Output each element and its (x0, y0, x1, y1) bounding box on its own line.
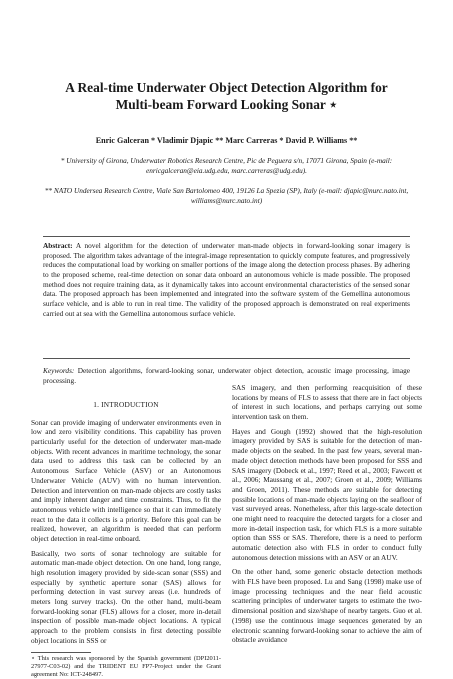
abstract-top-rule (43, 236, 410, 237)
affiliation-1 (40, 156, 413, 175)
abstract (43, 241, 410, 318)
keywords-text: Detection algorithms, forward-looking sonar, underwater object detection, acoustic image processing, image processing. (43, 366, 410, 385)
intro-paragraph-4: Hayes and Gough (1992) showed that the high-resolution imagery provided by SAS is suitable for the detection of man-made objects on the seabed. In the past few years, several man-made object detection methods have been proposed for SSS and SAS imagery (Dobeck et al., 1997; Reed et al., 2003; Fawcett et al., 2006; Maussang et al., 2007; Groen et al., 2009; Williams and Groen, 2011). These methods are suitable for detecting possible locations of man-made objects laying on the seafloor of vast surveyed areas. Nonetheless, after this large-scale detection one might need to reacquire the detected targets for a closer and more in-detail inspection task, for which FLS is a more suitable option than SSS or SAS. Therefore, there is a need to perform automatic detection also with FLS in order to conduct fully autonomous detection missions with an ASV or an AUV. (232, 427, 422, 563)
left-column (31, 400, 221, 679)
affiliation-2 (40, 186, 413, 205)
right-column (232, 383, 422, 650)
author-list: Enric Galceran * Vladimir Djapic ** Marc Carreras * David P. Williams ** (40, 136, 413, 146)
funding-footnote: ⋆ This research was sponsored by the Spanish government (DPI2011-27977-C03-02) and the TRIDENT EU FP7-Project under the Grant agreement No: ICT-248497. (31, 655, 221, 679)
affiliation-nurc: ** NATO Undersea Research Centre, Viale San Bartolomeo 400, 19126 La Spezia (SP), Italy (e-mail: djapic@nurc.nato.int, williams@nurc.nato.int) (40, 186, 413, 205)
footnote-rule (31, 652, 91, 653)
keywords-label: Keywords: (43, 366, 74, 375)
abstract-text: A novel algorithm for the detection of underwater man-made objects in forward-looking sonar imagery is proposed. The algorithm takes advantage of the integral-image representation to quickly compute features, and progressively reduces the computational load by working on smaller portions of the image along the detection process phases. By adhering to the proposed scheme, real-time detection on sonar data onboard an autonomous vehicle is made possible. The proposed method does not require training data, as it dynamically takes into account environmental characteristics of the sensed sonar data. The proposed approach has been implemented and integrated into the software system of the Gemellina autonomous surface vehicle, and is able to run in real time. The validity of the proposed approach is demonstrated on real experiments carried out at sea with the Gemellina autonomous surface vehicle. (43, 241, 410, 318)
abstract-bottom-rule (43, 358, 410, 359)
abstract-label: Abstract: (43, 241, 73, 250)
paper-title: A Real-time Underwater Object Detection Algorithm for Multi-beam Forward Looking Sonar ⋆ (60, 80, 393, 113)
intro-paragraph-1: Sonar can provide imaging of underwater environments even in low and zero visibility conditions. This capability has proven particularly useful for the detection of underwater man-made objects. With recent advances in maritime technology, the sonar data used to address this task can be collected by an Autonomous Surface Vehicle (ASV) or an Autonomous Underwater Vehicle (AUV) with no human intervention. Detection and intervention on man-made objects are costly tasks and imply inherent danger and time constraints. Thus, to fit the autonomous vehicle with intelligence so that it can immediately react to the data it collects is a priority. Before this goal can be realized, however, an algorithm is needed that can perform object detection in real-time onboard. (31, 418, 221, 544)
intro-paragraph-5: On the other hand, some generic obstacle detection methods with FLS have been proposed. Lu and Sang (1998) make use of image processing techniques and the near field acoustic scattering principles of underwater targets to estimate the two-dimensional position and size/shape of nearby targets. Guo et al. (1998) use the continuous image sequences generated by an electronic scanning forward-looking sonar to achieve the aim of obstacle avoidance (232, 567, 422, 645)
section-heading-introduction: 1. INTRODUCTION (31, 400, 221, 410)
intro-paragraph-2: Basically, two sorts of sonar technology are suitable for automatic man-made object detection. On one hand, long range, high resolution imagery provided by side-scan sonar (SSS) and especially by synthetic aperture sonar (SAS) allows for performing detection in vast survey areas (i.e. hundreds of meters long survey tracks). On the other hand, multi-beam forward-looking sonar (FLS) allows for a closer, more in-detail inspection of possible man-made object locations. A typical approach to the problem consists in first detecting possible object locations in SSS or (31, 549, 221, 646)
affiliation-girona: * University of Girona, Underwater Robotics Research Centre, Pic de Peguera s/n, 17071 Girona, Spain (e-mail: enricgalceran@eia.udg.edu, marc.carreras@udg.edu). (40, 156, 413, 175)
intro-paragraph-3: SAS imagery, and then performing reacquisition of these locations by means of FLS to assess that there are in fact objects of interest in such locations, and perhaps carrying out some intervention task on them. (232, 383, 422, 422)
